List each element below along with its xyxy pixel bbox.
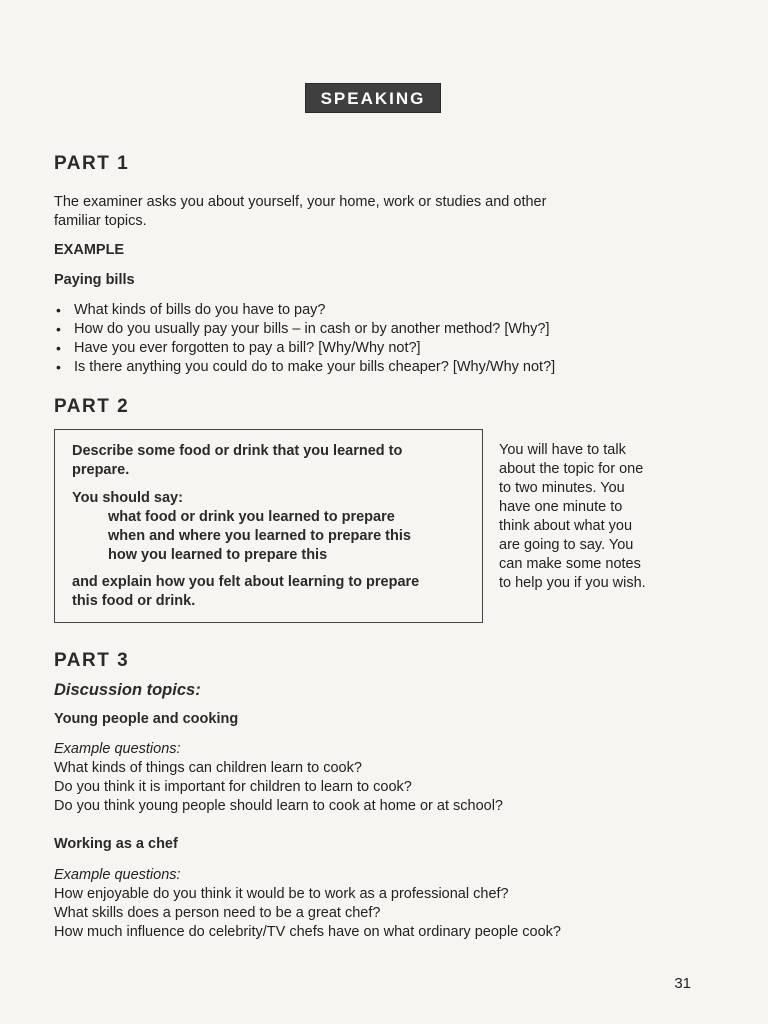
part2-instructions-line: can make some notes — [499, 556, 641, 572]
example-label: EXAMPLE — [54, 242, 125, 258]
topic-title: Young people and cooking — [54, 711, 239, 727]
list-item: What skills does a person need to be a great chef? — [54, 905, 381, 921]
cue-card — [54, 429, 483, 623]
cue-card-explain — [72, 573, 477, 611]
page-number: 31 — [674, 975, 691, 992]
part1-intro — [54, 193, 654, 231]
part2-instructions-line: have one minute to — [499, 499, 623, 515]
list-item: How much influence do celebrity/TV chefs have on what ordinary people cook? — [54, 924, 561, 940]
example-questions-label: Example questions: — [54, 741, 181, 757]
list-item: • What kinds of bills do you have to pay? — [54, 301, 674, 320]
cue-card-should-say: You should say: — [72, 490, 183, 506]
cue-card-prompt-line: Describe some food or drink that you learned to — [72, 443, 403, 459]
part2-heading: PART 2 — [54, 396, 130, 417]
list-item: • How do you usually pay your bills – in cash or by another method? [Why?] — [54, 320, 674, 339]
cue-card-prompt-line: prepare. — [72, 462, 130, 478]
topic-questions — [54, 866, 714, 942]
example-questions-label: Example questions: — [54, 867, 181, 883]
part1-topic: Paying bills — [54, 272, 135, 288]
part2-instructions-line: to two minutes. You — [499, 480, 625, 496]
part1-intro-line: familiar topics. — [54, 213, 147, 229]
cue-card-explain-line: and explain how you felt about learning to prepare — [72, 574, 420, 590]
topic-questions — [54, 740, 694, 816]
list-item: Do you think young people should learn to cook at home or at school? — [54, 798, 503, 814]
part2-instructions-line: You will have to talk — [499, 442, 626, 458]
part1-question-list — [54, 301, 674, 377]
list-item: • Have you ever forgotten to pay a bill? [Why/Why not?] — [54, 339, 674, 358]
part2-instructions-line: about the topic for one — [499, 461, 644, 477]
discussion-topics-label: Discussion topics: — [54, 681, 201, 699]
cue-card-points — [108, 508, 468, 565]
list-item: Do you think it is important for children to learn to cook? — [54, 779, 412, 795]
part1-intro-line: The examiner asks you about yourself, your home, work or studies and other — [54, 194, 547, 210]
cue-card-point: when and where you learned to prepare this — [108, 528, 411, 544]
part2-instructions-line: are going to say. You — [499, 537, 634, 553]
cue-card-prompt — [72, 442, 472, 480]
part3-heading: PART 3 — [54, 650, 130, 671]
part2-instructions-line: think about what you — [499, 518, 633, 534]
topic-title: Working as a chef — [54, 836, 178, 852]
part1-heading: PART 1 — [54, 153, 130, 174]
speaking-banner: SPEAKING — [305, 83, 441, 113]
cue-card-explain-line: this food or drink. — [72, 593, 196, 609]
part2-instructions-line: to help you if you wish. — [499, 575, 646, 591]
part2-instructions — [499, 441, 669, 593]
list-item: How enjoyable do you think it would be to work as a professional chef? — [54, 886, 509, 902]
cue-card-point: what food or drink you learned to prepare — [108, 509, 395, 525]
list-item: • Is there anything you could do to make your bills cheaper? [Why/Why not?] — [54, 358, 674, 377]
list-item: What kinds of things can children learn to cook? — [54, 760, 362, 776]
cue-card-point: how you learned to prepare this — [108, 547, 328, 563]
